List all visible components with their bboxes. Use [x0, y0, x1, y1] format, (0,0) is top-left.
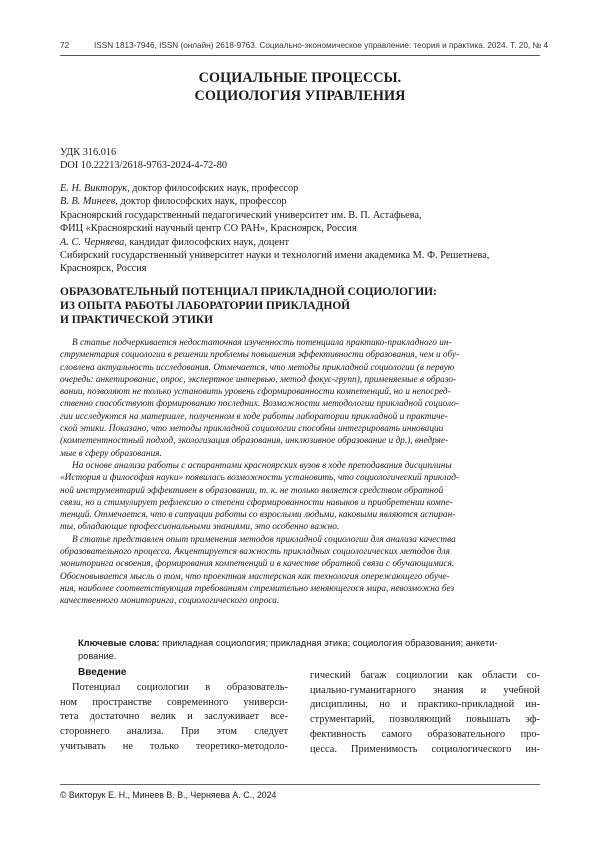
section-heading-line-2: СОЦИОЛОГИЯ УПРАВЛЕНИЯ: [60, 87, 540, 105]
article-title: [60, 285, 540, 327]
article-title-line-1: ОБРАЗОВАТЕЛЬНЫЙ ПОТЕНЦИАЛ ПРИКЛАДНОЙ СОЦИОЛОГИИ:: [60, 285, 540, 299]
abstract-line: мые в сферу образования.: [60, 448, 540, 460]
author-3-degree: , кандидат философских наук, доцент: [124, 237, 289, 248]
article-title-line-3: И ПРАКТИЧЕСКОЙ ЭТИКИ: [60, 313, 540, 327]
footer-divider: [60, 784, 540, 785]
body-text-line: Потенциал социологии в образователь-: [60, 681, 290, 696]
abstract-line: ской этики. Показано, что методы прикладной социологии способны интегрировать инновации: [60, 423, 540, 435]
keywords-text-line-2: рование.: [78, 650, 540, 663]
abstract-line: мониторинга освоения, формирования компетенций и в качестве обратной связи с обучающимися.: [60, 558, 540, 570]
abstract-line: тенций. Отмечается, что в ситуации работы со взрослыми людьми, каковыми являются аспиран-: [60, 509, 540, 521]
body-text-line: дисциплины, но и практико-прикладной ин-: [310, 698, 540, 713]
abstract-line: качественного мониторинга, социологического опроса.: [60, 595, 540, 607]
abstract-line: «История и философия науки» появилась возможность установить, что социологический приклад-: [60, 472, 540, 484]
body-column-left: [60, 681, 290, 755]
abstract-line: ственно способствуют формированию последних. Возможности методологии прикладной социоло-: [60, 398, 540, 410]
body-text-line: стороннего анализа. При этом следует: [60, 725, 290, 740]
abstract-line: очередь: анкетирование, опрос, экспертное интервью, метод фокус-групп), применяемые в образо-: [60, 374, 540, 386]
article-title-line-2: ИЗ ОПЫТА РАБОТЫ ЛАБОРАТОРИИ ПРИКЛАДНОЙ: [60, 299, 540, 313]
header-divider: [60, 55, 540, 56]
abstract-line: словлена актуальность исследования. Отмечается, что методы прикладной социологии (в первую: [60, 362, 540, 374]
udc-code: УДК 316.016: [60, 146, 540, 159]
abstract-line: ты, обладающие профессиональными знаниями, это особенно важно.: [60, 521, 540, 533]
affiliation-4: Красноярск, Россия: [60, 262, 540, 275]
abstract-line: вании, позволяют не только установить уровень сформированности компетенций, но и непосред-: [60, 386, 540, 398]
author-1-name: Е. Н. Викторук: [60, 183, 127, 194]
abstract-line: ния, наиболее соответствующая требованиям стремительно меняющегося мира, невозможна без: [60, 583, 540, 595]
author-2: [60, 195, 540, 208]
author-1: [60, 182, 540, 195]
body-text-line: циально-гуманитарного знания и учебной: [310, 684, 540, 699]
abstract: [60, 337, 540, 608]
abstract-line: струментария социологии в решении проблемы повышения эффективности образования, чем и обу-: [60, 349, 540, 361]
author-3: [60, 236, 540, 249]
abstract-line: образовательного процесса. Акцентируется важность прикладных социологических методов для: [60, 546, 540, 558]
copyright-notice: © Викторук Е. Н., Минеев В. В., Черняева А. С., 2024: [60, 790, 540, 800]
abstract-line: В статье подчеркивается недостаточная изученность потенциала практико-прикладного ин-: [60, 337, 540, 349]
abstract-line: В статье представлен опыт применения методов прикладной социологии для анализа качества: [60, 534, 540, 546]
body-text-line: фективность самого образовательного про-: [310, 728, 540, 743]
journal-page: [0, 0, 600, 849]
affiliation-1: Красноярский государственный педагогический университет им. В. П. Астафьева,: [60, 209, 540, 222]
keywords-label: Ключевые слова:: [78, 638, 160, 648]
body-text-line: тета достаточно велик и заслуживает все-: [60, 710, 290, 725]
abstract-line: На основе анализа работы с аспирантами красноярских вузов в ходе преподавания дисциплины: [60, 460, 540, 472]
keywords-text-line-1: прикладная социология; прикладная этика; социология образования; анкети-: [160, 638, 498, 648]
author-3-name: А. С. Черняева: [60, 237, 124, 248]
affiliation-3: Сибирский государственный университет науки и технологий имени академика М. Ф. Решетнева,: [60, 249, 540, 262]
body-text-line: струментарий, позволяющий повышать эф-: [310, 713, 540, 728]
abstract-line: ной инструментарий эффективен в образовании, т. к. не только является средством обратной: [60, 485, 540, 497]
body-column-right: [310, 669, 540, 757]
body-text-line: гический багаж социологии как области со-: [310, 669, 540, 684]
body-text-line: ном пространстве современного универси-: [60, 696, 290, 711]
article-identifiers: [60, 146, 540, 172]
author-2-name: В. В. Минеев: [60, 196, 115, 207]
doi: DOI 10.22213/2618-9763-2024-4-72-80: [60, 159, 540, 172]
author-block: [60, 182, 540, 276]
journal-reference: ISSN 1813-7946, ISSN (онлайн) 2618-9763. Социально-экономическое управление: теория и практика. 2024. Т. 20, № 4: [94, 41, 548, 50]
body-text-line: учитывать не только теоретико-методоло-: [60, 740, 290, 755]
section-heading: [60, 69, 540, 105]
affiliation-2: ФИЦ «Красноярский научный центр СО РАН», Красноярск, Россия: [60, 222, 540, 235]
author-2-degree: , доктор философских наук, профессор: [115, 196, 286, 207]
abstract-line: (компетентностный подход, экологизация образования, инклюзивное образование и др.), внедряе-: [60, 435, 540, 447]
page-number: 72: [60, 41, 94, 50]
keywords: [78, 637, 540, 663]
author-1-degree: , доктор философских наук, профессор: [127, 183, 298, 194]
abstract-line: Обосновывается мысль о том, что проектная мастерская как технология опережающего обуче-: [60, 571, 540, 583]
introduction-heading: Введение: [78, 667, 126, 678]
running-header: [60, 41, 540, 50]
body-text-line: цесса. Применимость социологического ин-: [310, 743, 540, 758]
abstract-line: гии исследуются на материале, полученном в ходе работы лаборатории прикладной и практиче-: [60, 411, 540, 423]
section-heading-line-1: СОЦИАЛЬНЫЕ ПРОЦЕССЫ.: [60, 69, 540, 87]
abstract-line: связи, но и стимулирует рефлексию о степени сформированности навыков и приобретении компе-: [60, 497, 540, 509]
